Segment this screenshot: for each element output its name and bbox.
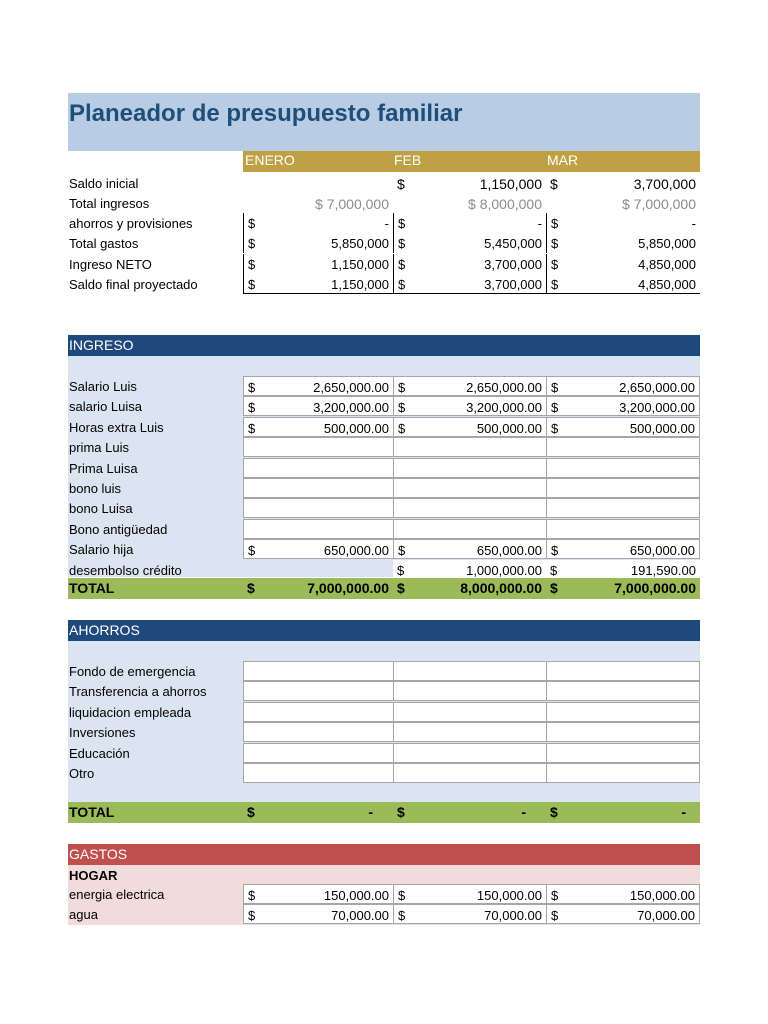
- currency-symbol: $: [248, 380, 256, 395]
- row-label: Saldo final proyectado: [69, 277, 198, 292]
- cell[interactable]: [243, 254, 393, 274]
- month-header-band: [243, 151, 700, 172]
- table-row: [68, 519, 700, 539]
- cell[interactable]: [546, 722, 700, 742]
- currency-symbol: $: [398, 400, 406, 416]
- cell[interactable]: [243, 743, 393, 763]
- cell[interactable]: [393, 458, 546, 478]
- cell[interactable]: [546, 763, 700, 783]
- cell[interactable]: [393, 498, 546, 518]
- month-header-2[interactable]: FEB: [394, 152, 422, 168]
- cell[interactable]: [393, 254, 546, 274]
- currency-symbol: $: [398, 277, 406, 292]
- cell[interactable]: [243, 498, 393, 518]
- cell-value: 3,700,000: [633, 176, 696, 192]
- total-cell[interactable]: [243, 578, 393, 598]
- currency-symbol: $: [248, 888, 256, 903]
- cell[interactable]: [546, 702, 700, 722]
- total-label: TOTAL: [69, 804, 115, 820]
- row-label: bono Luisa: [69, 501, 133, 517]
- cell[interactable]: [243, 376, 393, 396]
- cell[interactable]: [546, 193, 700, 213]
- summary-row-total-gastos: [68, 233, 700, 253]
- summary-row-ahorros: [68, 213, 700, 233]
- currency-symbol: $: [551, 420, 559, 436]
- table-row: [68, 722, 700, 742]
- currency-symbol: $: [551, 380, 559, 395]
- currency-symbol: $: [398, 908, 406, 924]
- currency-symbol: $: [550, 580, 558, 596]
- currency-symbol: $: [398, 216, 406, 231]
- cell[interactable]: [243, 458, 393, 478]
- row-label: Transferencia a ahorros: [69, 684, 207, 700]
- table-row: [68, 376, 700, 396]
- gastos-subheader: [68, 865, 700, 885]
- cell-value: 500,000.00: [629, 420, 695, 436]
- section-header-gastos: [68, 844, 700, 865]
- cell[interactable]: [546, 173, 700, 193]
- currency-symbol: $: [248, 420, 256, 436]
- cell-value: -: [691, 216, 696, 231]
- cell[interactable]: [393, 519, 546, 539]
- cell[interactable]: [546, 274, 700, 294]
- currency-symbol: $: [551, 257, 559, 272]
- currency-symbol: $: [248, 400, 256, 416]
- cell-value: 70,000.00: [637, 908, 695, 924]
- cell-value: 1,150,000: [331, 257, 389, 272]
- month-header-1[interactable]: ENERO: [245, 152, 295, 168]
- cell-value: 150,000.00: [323, 888, 389, 903]
- cell-value: 650,000.00: [476, 543, 542, 559]
- row-label: prima Luis: [69, 440, 129, 456]
- cell[interactable]: [546, 743, 700, 763]
- currency-symbol: $: [398, 236, 406, 251]
- cell-value: 500,000.00: [476, 420, 542, 436]
- cell[interactable]: [393, 417, 546, 437]
- currency-symbol: $: [248, 543, 256, 559]
- table-row: [68, 560, 700, 580]
- total-cell[interactable]: [546, 802, 700, 822]
- row-label: salario Luisa: [69, 399, 142, 415]
- total-cell[interactable]: [393, 578, 546, 598]
- cell[interactable]: [243, 417, 393, 437]
- cell[interactable]: [243, 661, 393, 681]
- cell[interactable]: [393, 274, 546, 294]
- currency-symbol: $: [248, 257, 256, 272]
- table-row: [68, 478, 700, 498]
- section-header-ingreso: [68, 335, 700, 356]
- cell-value: 3,200,000.00: [313, 400, 389, 416]
- section-title: GASTOS: [69, 846, 128, 862]
- cell-value: 5,850,000: [331, 236, 389, 251]
- cell[interactable]: [546, 498, 700, 518]
- cell[interactable]: [393, 763, 546, 783]
- cell[interactable]: [243, 539, 393, 559]
- cell[interactable]: [243, 560, 393, 580]
- currency-symbol: $: [398, 420, 406, 436]
- cell-value: 1,000,000.00: [466, 562, 542, 578]
- currency-symbol: $: [551, 908, 559, 924]
- cell[interactable]: [393, 233, 546, 253]
- summary-row-ingreso-neto: [68, 254, 700, 274]
- total-cell[interactable]: [393, 802, 546, 822]
- row-label: bono luis: [69, 481, 122, 496]
- ahorros-total-row: [68, 802, 700, 823]
- currency-symbol: $: [398, 380, 406, 395]
- cell[interactable]: [393, 560, 546, 580]
- table-row: [68, 884, 700, 904]
- cell[interactable]: [243, 233, 393, 253]
- section-header-ahorros: [68, 620, 700, 641]
- cell-value: 191,590.00: [630, 562, 696, 578]
- currency-symbol: $: [398, 257, 406, 272]
- cell-value: 1,150,000: [331, 277, 389, 292]
- cell[interactable]: [243, 213, 393, 233]
- cell[interactable]: [243, 173, 393, 193]
- cell[interactable]: [243, 702, 393, 722]
- total-value: 7,000,000.00: [614, 580, 696, 596]
- table-row: [68, 904, 700, 924]
- row-label: Saldo inicial: [69, 176, 139, 191]
- currency-symbol: $: [248, 216, 256, 231]
- cell[interactable]: [546, 213, 700, 233]
- cell[interactable]: [546, 539, 700, 559]
- currency-symbol: $: [550, 804, 558, 820]
- currency-symbol: $: [247, 580, 255, 596]
- total-label: TOTAL: [69, 580, 115, 596]
- cell-value: 1,150,000: [479, 176, 542, 192]
- cell[interactable]: [243, 904, 393, 924]
- table-row: [68, 661, 700, 681]
- cell[interactable]: [546, 254, 700, 274]
- cell-value: 5,450,000: [484, 236, 542, 251]
- total-value: -: [521, 804, 526, 820]
- row-label: Salario Luis: [69, 379, 137, 394]
- cell-value: 2,650,000.00: [466, 380, 542, 395]
- cell-value: 500,000.00: [323, 420, 389, 436]
- cell-value: 150,000.00: [476, 888, 542, 903]
- total-value: 7,000,000.00: [307, 580, 389, 596]
- table-row: [68, 702, 700, 722]
- cell[interactable]: [393, 376, 546, 396]
- cell[interactable]: [243, 396, 393, 416]
- cell[interactable]: [393, 884, 546, 904]
- cell[interactable]: [546, 417, 700, 437]
- cell-value: 2,650,000.00: [619, 380, 695, 395]
- section-title: AHORROS: [69, 622, 140, 638]
- cell-value: 70,000.00: [484, 908, 542, 924]
- currency-symbol: $: [551, 888, 559, 903]
- cell-value: $ 8,000,000: [468, 196, 542, 212]
- currency-symbol: $: [550, 562, 558, 578]
- summary-row-saldo-inicial: [68, 173, 700, 193]
- currency-symbol: $: [550, 176, 558, 192]
- cell[interactable]: [243, 722, 393, 742]
- cell[interactable]: [243, 274, 393, 294]
- cell-value: 5,850,000: [638, 236, 696, 251]
- cell[interactable]: [546, 560, 700, 580]
- cell[interactable]: [243, 763, 393, 783]
- cell-value: 3,700,000: [484, 277, 542, 292]
- total-value: 8,000,000.00: [460, 580, 542, 596]
- currency-symbol: $: [551, 400, 559, 416]
- subheader-label: HOGAR: [69, 868, 118, 883]
- cell-value: 650,000.00: [323, 543, 389, 559]
- table-row: [68, 417, 700, 437]
- table-row: [68, 539, 700, 559]
- table-row: [68, 498, 700, 518]
- cell[interactable]: [546, 478, 700, 498]
- cell-value: 150,000.00: [629, 888, 695, 903]
- total-cell[interactable]: [546, 578, 700, 598]
- month-header-3[interactable]: MAR: [547, 152, 579, 168]
- cell[interactable]: [393, 722, 546, 742]
- page-title: Planeador de presupuesto familiar: [69, 100, 463, 127]
- cell[interactable]: [546, 437, 700, 457]
- row-label: Otro: [69, 766, 95, 781]
- cell-value: 4,850,000: [638, 277, 696, 292]
- cell[interactable]: [393, 702, 546, 722]
- summary-row-saldo-final: [68, 274, 700, 294]
- cell[interactable]: [243, 437, 393, 457]
- currency-symbol: $: [247, 804, 255, 820]
- cell[interactable]: [393, 173, 546, 193]
- section-title: INGRESO: [69, 337, 134, 353]
- cell[interactable]: [546, 904, 700, 924]
- ingreso-total-row: [68, 578, 700, 599]
- cell-value: 3,200,000.00: [619, 400, 695, 416]
- row-label: energia electrica: [69, 887, 165, 902]
- cell[interactable]: [546, 458, 700, 478]
- cell[interactable]: [243, 193, 393, 213]
- currency-symbol: $: [397, 580, 405, 596]
- row-label: Horas extra Luis: [69, 419, 164, 435]
- cell-value: 3,200,000.00: [466, 400, 542, 416]
- cell-value: -: [537, 216, 542, 231]
- row-label: Total ingresos: [69, 196, 150, 211]
- cell[interactable]: [393, 539, 546, 559]
- cell[interactable]: [393, 193, 546, 213]
- cell[interactable]: [393, 661, 546, 681]
- cell[interactable]: [243, 681, 393, 701]
- cell-value: 2,650,000.00: [313, 380, 389, 395]
- cell-value: 70,000.00: [331, 908, 389, 924]
- cell[interactable]: [243, 884, 393, 904]
- cell[interactable]: [393, 681, 546, 701]
- table-row: [68, 458, 700, 478]
- cell[interactable]: [546, 233, 700, 253]
- currency-symbol: $: [398, 543, 406, 559]
- cell-value: 650,000.00: [629, 543, 695, 559]
- row-label: liquidacion empleada: [69, 704, 192, 720]
- currency-symbol: $: [397, 804, 405, 820]
- total-value: -: [368, 804, 373, 820]
- row-label: Total gastos: [69, 236, 139, 251]
- cell[interactable]: [393, 743, 546, 763]
- total-cell[interactable]: [243, 802, 393, 822]
- row-label: desembolso crédito: [69, 562, 182, 578]
- cell-value: 4,850,000: [638, 257, 696, 272]
- cell-value: -: [384, 216, 389, 231]
- cell[interactable]: [243, 519, 393, 539]
- currency-symbol: $: [398, 888, 406, 903]
- row-label: ahorros y provisiones: [69, 216, 193, 231]
- cell-value: $ 7,000,000: [315, 196, 389, 212]
- currency-symbol: $: [551, 543, 559, 559]
- summary-row-total-ingresos: [68, 193, 700, 213]
- cell[interactable]: [546, 884, 700, 904]
- cell[interactable]: [393, 213, 546, 233]
- row-label: Educación: [69, 745, 130, 761]
- cell[interactable]: [393, 396, 546, 416]
- row-label: Inversiones: [69, 725, 136, 741]
- cell-value: $ 7,000,000: [622, 196, 696, 212]
- currency-symbol: $: [248, 908, 256, 924]
- currency-symbol: $: [551, 277, 559, 292]
- currency-symbol: $: [397, 562, 405, 578]
- cell[interactable]: [243, 478, 393, 498]
- row-label: Prima Luisa: [69, 460, 138, 476]
- row-label: Salario hija: [69, 542, 134, 558]
- row-label: Fondo de emergencia: [69, 664, 196, 679]
- row-label: Bono antigüedad: [69, 521, 168, 537]
- table-row: [68, 763, 700, 783]
- row-label: Ingreso NETO: [69, 257, 152, 272]
- currency-symbol: $: [397, 176, 405, 192]
- currency-symbol: $: [248, 277, 256, 292]
- cell[interactable]: [546, 396, 700, 416]
- cell[interactable]: [393, 904, 546, 924]
- cell[interactable]: [546, 681, 700, 701]
- table-row: [68, 681, 700, 701]
- cell[interactable]: [546, 519, 700, 539]
- table-row: [68, 743, 700, 763]
- cell-value: 3,700,000: [484, 257, 542, 272]
- currency-symbol: $: [551, 216, 559, 231]
- cell[interactable]: [393, 437, 546, 457]
- table-row: [68, 396, 700, 416]
- cell[interactable]: [546, 376, 700, 396]
- cell[interactable]: [393, 478, 546, 498]
- currency-symbol: $: [551, 236, 559, 251]
- table-row: [68, 437, 700, 457]
- cell[interactable]: [546, 661, 700, 681]
- row-label: agua: [69, 907, 98, 923]
- total-value: -: [681, 804, 686, 820]
- currency-symbol: $: [248, 236, 256, 251]
